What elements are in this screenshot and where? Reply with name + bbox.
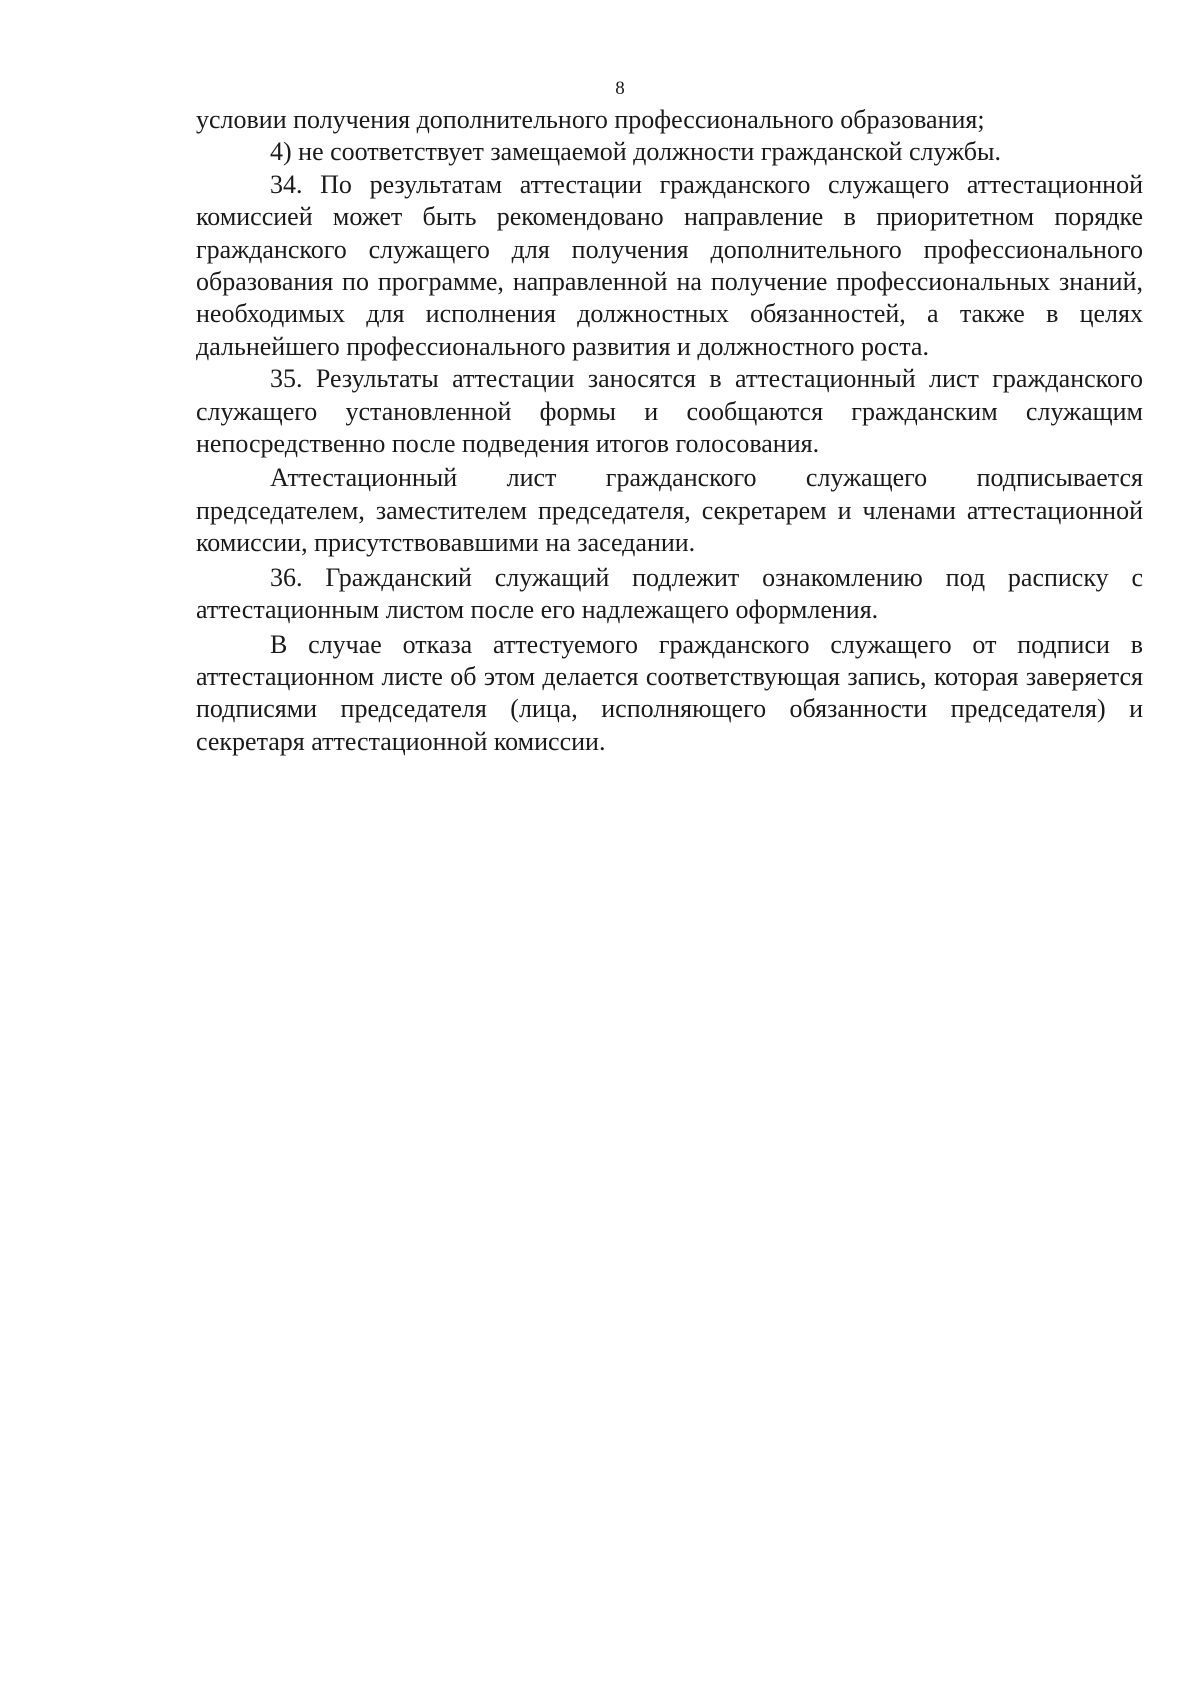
- paragraph-attestation-sheet: Аттестационный лист гражданского служащего подписывается председателем, заместителем председателя, секретарем и членами аттестационной комиссии, присутствовавшими на заседании.: [196, 463, 1143, 558]
- paragraph-36: 36. Гражданский служащий подлежит ознакомлению под расписку с аттестационным листом после его надлежащего оформления.: [196, 562, 1143, 625]
- paragraph-35: 35. Результаты аттестации заносятся в аттестационный лист гражданского служащего установленной формы и сообщаются гражданским служащим непосредственно после подведения итогов голосования.: [196, 364, 1143, 459]
- document-body: [196, 104, 1143, 758]
- paragraph-item-4: 4) не соответствует замещаемой должности гражданской службы.: [270, 137, 1001, 167]
- paragraph-34: 34. По результатам аттестации гражданского служащего аттестационной комиссией может быть рекомендовано направление в приоритетном порядке гражданского служащего для получения дополнительного профессионального образования по программе, направленной на получение профессиональных знаний, необходимых для исполнения должностных обязанностей, а также в целях дальнейшего профессионального развития и должностного роста.: [196, 169, 1143, 361]
- page-number: 8: [615, 78, 625, 99]
- paragraph-continuation: условии получения дополнительного профессионального образования;: [196, 105, 985, 134]
- paragraph-refusal: В случае отказа аттестуемого гражданского служащего от подписи в аттестационном листе об этом делается соответствующая запись, которая заверяется подписями председателя (лица, исполняющего обязанности председателя) и секретаря аттестационной комиссии.: [196, 629, 1143, 756]
